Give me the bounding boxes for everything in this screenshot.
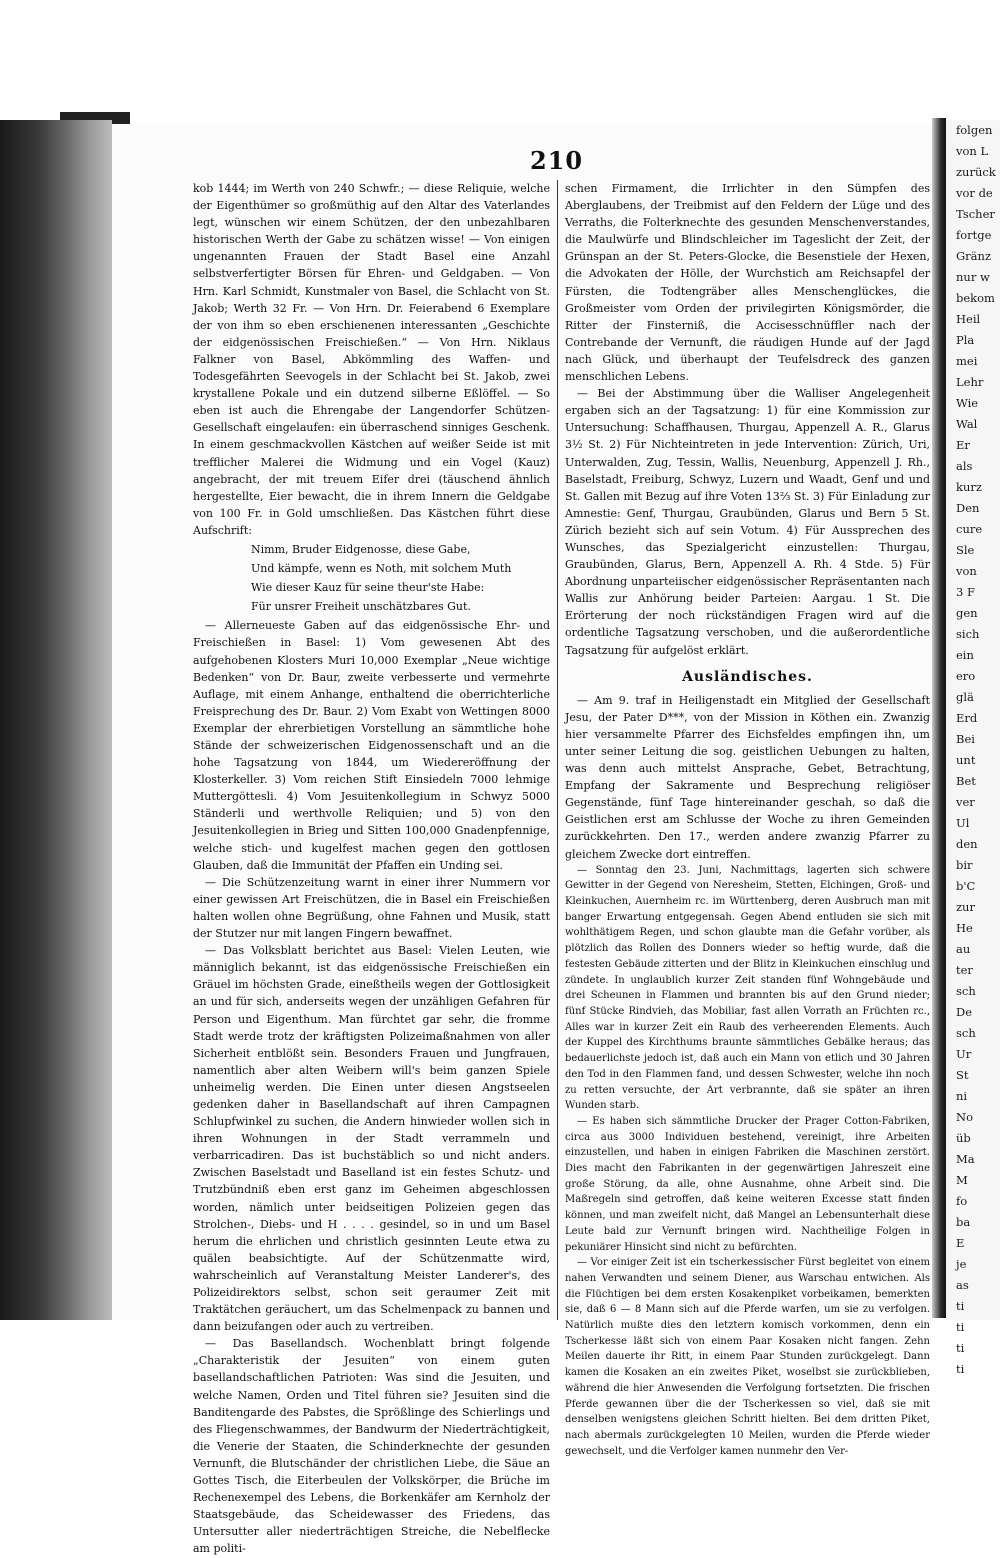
verse-line: Für unsrer Freiheit unschätzbares Gut. [251, 600, 471, 614]
page-number: 210 [530, 146, 584, 175]
next-page-line-fragment: ein [956, 648, 974, 662]
next-page-line-fragment: glä [956, 690, 974, 704]
next-page-line-fragment: Wal [956, 417, 978, 431]
next-page-line-fragment: bekom [956, 291, 995, 305]
right-column-articles [565, 180, 930, 659]
next-page-line-fragment: b'C [956, 879, 976, 893]
next-page-line-fragment: Den [956, 501, 980, 515]
article-paragraph: — Am 9. traf in Heiligenstadt ein Mitglied der Gesellschaft Jesu, der Pater D***, von der Mission in Köthen ein. Zwanzig hier versammelte Pfarrer des Eichsfeldes empfingen ihn, um unter seiner Leitung die sog. geistlichen Uebungen zu halten, was denn auch mittelst Ansprache, Gebet, Betrachtung, Empfang der Sakramente und Besprechung religiöser Gegenstände, fünf Tage hintereinander geschah, so daß die Geistlichen erst am Schlusse der Woche zu ihren Gemeinden zurückkehrten. Den 17., werden andere zwanzig Pfarrer zu gleichem Zwecke dort eintreffen. [565, 693, 930, 861]
next-page-line-fragment: Ur [956, 1047, 972, 1061]
verse-line: Und kämpfe, wenn es Noth, mit solchem Muth [251, 562, 512, 576]
next-page-line-fragment: Ma [956, 1152, 975, 1166]
next-page-line-fragment: zurück [956, 165, 996, 179]
next-page-line-fragment: Pla [956, 333, 975, 347]
next-page-line-fragment: kurz [956, 480, 982, 494]
next-page-line-fragment: Bet [956, 774, 976, 788]
next-page-line-fragment: E [956, 1236, 965, 1250]
next-page-line-fragment: als [956, 459, 973, 473]
next-page-line-fragment: Tscher [956, 207, 995, 221]
next-page-line-fragment: folgen [956, 123, 993, 137]
next-page-line-fragment: je [956, 1257, 967, 1271]
next-page-fragment [946, 120, 1000, 1376]
article-paragraph: schen Firmament, die Irrlichter in den Sümpfen des Aberglaubens, der Treibmist auf den Feldern der Lüge und des Verraths, die Folterknechte des gesunden Menschenverstandes, die Maulwürfe und Blindschleicher im Tageslicht der Zeit, der Grünspan an der St. Peters-Glocke, die Besenstiele der Hexen, die Advokaten der Hölle, der Wurchstich am Reichsapfel der Fürsten, die Todtengräber alles Menschenglückes, die Großmeister vom Orden der privilegirten Königsmörder, die Ritter der Finsterniß, die Accisesschnüffler nach der Contrebande der Vernunft, die räudigen Hunde auf der Jagd nach Glück, und überhaupt der Teufelsdreck des ganzen menschlichen Lebens. [565, 182, 930, 384]
next-page-line-fragment: Ul [956, 816, 970, 830]
small-print-paragraph: — Vor einiger Zeit ist ein tscherkessischer Fürst begleitet von einem nahen Verwandten und seinem Diener, aus Warschau entwichen. Als die Flüchtigen bei dem ersten Kosakenpiket vorbeikamen, bemerkten sie, daß 6 — 8 Mann sich auf die Pferde warfen, um sie zu verfolgen. Natürlich mußte dies den letztern komisch vorkommen, denn ein Tscherkesse läßt sich von einem Paar Kosaken nicht fangen. Zehn Meilen dauerte ihr Ritt, in einem Paar Stunden zurückgelegt. Dann kamen die Kosaken an ein zweites Piket, woselbst sie zurückblieben, während die hier Anwesenden die Verfolgung fortsetzten. Die frischen Pferde gewannen über die der Tscherkessen so viel, daß sie mit denselben wenigstens gleichen Schritt hielten. Bei dem dritten Piket, nach abermals zurückgelegten 10 Meilen, wurden die Pferde wieder gewechselt, und die Verfolger kamen nunmehr den Ver- [565, 1257, 930, 1457]
next-page-line-fragment: ba [956, 1215, 971, 1229]
next-page-line-fragment: as [956, 1278, 969, 1292]
next-page-text-fragments [946, 120, 1000, 1380]
next-page-line-fragment: gen [956, 606, 978, 620]
article-paragraph: — Die Schützenzeitung warnt in einer ihrer Nummern vor einer gewissen Art Freischützen, die in Basel ein Freischießen halten wollen ohne Begrüßung, ohne Fahnen und Musik, statt der Stutzer nur mit langen Fingern bewaffnet. [193, 875, 550, 941]
next-page-line-fragment: unt [956, 753, 976, 767]
article-paragraph: — Bei der Abstimmung über die Walliser Angelegenheit ergaben sich an der Tagsatzung: 1) für eine Kommission zur Untersuchung: Schaffhausen, Thurgau, Appenzell A. R., Glarus 3½ St. 2) Für Nichteintreten in jede Intervention: Zürich, Uri, Unterwalden, Zug, Tessin, Wallis, Neuenburg, Appenzell J. Rh., Baselstadt, Freiburg, Schwyz, Luzern und Waadt, Genf und und St. Gallen mit Bezug auf ihre Voten 13⅔ St. 3) Für Einladung zur Amnestie: Genf, Thurgau, Graubünden, Glarus und Bern 5 St. Zürich bezieht sich auf sein Votum. 4) Für Aussprechen des Wunsches, das Spezialgericht einzustellen: Thurgau, Graubünden, Glarus, Bern, Appenzell A. Rh. 4 Stde. 5) Für Abordnung unparteiischer eidgenössischer Repräsentanten nach Wallis zur Anhörung beider Parteien: Aargau. 1 St. Die Erörterung der noch rückständigen Fragen wird auf die ordentliche Tagsatzung verschoben, und die außerordentliche Tagsatzung für aufgelöst erklärt. [565, 387, 930, 657]
next-page-line-fragment: ni [956, 1089, 968, 1103]
verse-line: Nimm, Bruder Eidgenosse, diese Gabe, [251, 542, 471, 556]
next-page-line-fragment: ti [956, 1299, 965, 1313]
section-heading-auslaendisches: Ausländisches. [682, 668, 813, 685]
next-page-line-fragment: ver [956, 795, 975, 809]
left-column [193, 180, 550, 1558]
right-column-foreign-news [565, 692, 930, 863]
next-page-line-fragment: ti [956, 1362, 965, 1376]
article-paragraph: kob 1444; im Werth von 240 Schwfr.; — diese Reliquie, welche der Eigenthümer so großmüthig auf den Altar des Vaterlandes legt, wünschen wir einem Schützen, der den unbezahlbaren historischen Werth der Gabe zu schätzen wisse! — Von einigen ungenannten Frauen der Stadt Basel eine Anzahl selbstverfertigter Börsen für Ehren- und Geldgaben. — Von Hrn. Karl Schmidt, Kunstmaler von Basel, die Schlacht von St. Jakob; Werth 32 Fr. — Von Hrn. Dr. Feierabend 6 Exemplare der von ihm so eben erschienenen interessanten „Geschichte der eidgenössischen Freischießen.“ — Von Hrn. Niklaus Falkner von Basel, Abkömmling des Waffen- und Todesgefährten Seevogels in der Schlacht bei St. Jakob, zwei krystallene Pokale und ein dutzend silberne Eßlöffel. — So eben ist auch die Ehrengabe der Langendorfer Schützen-Gesellschaft eingelaufen: ein überraschend sinniges Geschenk. In einem geschmackvollen Kästchen auf weißer Seide ist mit trefflicher Malerei die Widmung und ein Vogel (Kauz) angebracht, der mit treuem Eifer drei (täuschend ähnlich hergestellte, Eier bewacht, die in ihrem Innern die Geldgabe von 100 Fr. in Gold umschließen. Das Kästchen führt diese Aufschrift: [193, 182, 550, 537]
next-page-line-fragment: Er [956, 438, 970, 452]
next-page-line-fragment: St [956, 1068, 969, 1082]
next-page-line-fragment: von [956, 564, 977, 578]
next-page-line-fragment: No [956, 1110, 973, 1124]
page-gutter-shadow [932, 118, 946, 1318]
next-page-line-fragment: bir [956, 858, 973, 872]
next-page-line-fragment: sich [956, 627, 980, 641]
next-page-line-fragment: ero [956, 669, 976, 683]
next-page-line-fragment: nur w [956, 270, 990, 284]
left-column-articles-part2 [193, 617, 550, 1557]
next-page-line-fragment: sch [956, 1026, 976, 1040]
article-paragraph: — Das Basellandsch. Wochenblatt bringt folgende „Charakteristik der Jesuiten“ von einem guten basellandschaftlichen Patrioten: Was sind die Jesuiten, und welche Namen, Orden und Titel führen sie? Jesuiten sind die Banditengarde des Pabstes, die Sprößlinge des Schierlings und des Fliegenschwammes, der Bandwurm der Niederträchtigkeit, die Venerie der Staaten, die Schinderknechte der gesunden Vernunft, die Blutschänder der christlichen Liebe, die Säue an Gottes Tisch, die Eiterbeulen der Volkskörper, die Brüche im Rechenexempel des Lebens, die Borkenkäfer am Kernholz der Staatsgebäude, das Scheidewasser des Friedens, das Untersutter aller niederträchtigen Streiche, die Nebelflecke am politi- [193, 1337, 550, 1556]
verse-line: Wie dieser Kauz für seine theur'ste Habe: [251, 581, 485, 595]
book-binding-shadow [0, 120, 112, 1320]
next-page-line-fragment: den [956, 837, 978, 851]
next-page-line-fragment: fo [956, 1194, 968, 1208]
next-page-line-fragment: ter [956, 963, 973, 977]
next-page-line-fragment: Bei [956, 732, 975, 746]
next-page-line-fragment: M [956, 1173, 968, 1187]
next-page-line-fragment: mei [956, 354, 978, 368]
next-page-line-fragment: zur [956, 900, 975, 914]
next-page-line-fragment: De [956, 1005, 973, 1019]
next-page-line-fragment: Lehr [956, 375, 984, 389]
article-paragraph: — Das Volksblatt berichtet aus Basel: Vielen Leuten, wie männiglich bekannt, ist das eidgenössische Freischießen ein Gräuel im höchsten Grade, eineßtheils wegen der Gottlosigkeit an und für sich, anderseits wegen der unzähligen Gefahren für Person und Eigenthum. Man fürchtet gar sehr, die fromme Stadt werde trotz der kräftigsten Polizeimaßnahmen von aller Sicherheit entblößt sein. Besonders Frauen und Jungfrauen, namentlich aber alten Weibern will's beim ganzen Spiele unheimelig werden. Die Einen unter diesen Angstseelen gedenken daher in Basellandschaft auf ihren Campagnen Schlupfwinkel zu suchen, die Andern hinwieder wollen sich in ihren Wohnungen in der Stadt verrammeln und verbarricadiren. Das ist buchstäblich so und nicht anders. Zwischen Baselstadt und Baselland ist ein festes Schutz- und Trutzbündniß eben erst ganz im Geheimen abgeschlossen worden, nämlich unter beidseitigen Polizeien gegen das Strolchen-, Diebs- und H . . . . gesindel, so in und um Basel herum die ehrlichen und christlich gesinnten Leute etwa zu quälen beabsichtigte. Auf der Schützenmatte wird, wahrscheinlich auf Veranstaltung Meister Landerer's, des Polizeidirektors selbst, schon seit geraumer Zeit mit Traktätchen geräuchert, um das Schelmenpack zu bannen und dann beizufangen oder auch zu vertreiben. [193, 944, 550, 1334]
next-page-line-fragment: Erd [956, 711, 978, 725]
next-page-line-fragment: Sle [956, 543, 975, 557]
verse-inscription [193, 541, 550, 615]
next-page-line-fragment: au [956, 942, 971, 956]
next-page-line-fragment: He [956, 921, 973, 935]
scan-background-top [0, 0, 1000, 120]
right-column [565, 180, 930, 1459]
next-page-line-fragment: Heil [956, 312, 981, 326]
small-print-paragraph: — Sonntag den 23. Juni, Nachmittags, lagerten sich schwere Gewitter in der Gegend von Neresheim, Stetten, Elchingen, Groß- und Kleinkuchen, Auernheim rc. im Württenberg, deren Ausbruch man mit banger Erwartung entgegensah. Gegen Abend entluden sie sich mit wohlthätigem Regen, und schon glaubte man die Gefahr vorüber, als plötzlich das Rollen des Donners wieder so heftig wurde, daß die festesten Gebäude zitterten und der Blitz in Kleinkuchen einschlug und zündete. In unglaublich kurzer Zeit standen fünf Wohngebäude und drei Scheunen in Flammen und brannten bis auf den Grund nieder; fünf Stücke Rindvieh, das Mobiliar, fast allen Vorrath an Früchten rc., Alles war in kurzer Zeit ein Raub des verheerenden Elements. Auch der Kuppel des Kirchthums braunte sämmtliches Gebälke heraus; das bedauerlichste jedoch ist, daß auch ein Mann von etlich und 30 Jahren den Tod in den Flammen fand, und dessen Schwester, welche ihn noch zu retten versuchte, der Art verbrannte, daß sie später an ihren Wunden starb. [565, 864, 930, 1112]
next-page-line-fragment: 3 F [956, 585, 975, 599]
next-page-line-fragment: ti [956, 1341, 965, 1355]
next-page-line-fragment: vor de [956, 186, 993, 200]
next-page-line-fragment: von L [956, 144, 989, 158]
right-column-small-print-news [565, 863, 930, 1460]
article-paragraph: — Allerneueste Gaben auf das eidgenössische Ehr- und Freischießen in Basel: 1) Vom gewesenen Abt des aufgehobenen Klosters Muri 10,000 Exemplar „Neue wichtige Bedenken“ von Dr. Baur, zweite verbesserte und vermehrte Auflage, mit einem Anhange, enthaltend die oberrichterliche Freisprechung des Dr. Baur. 2) Vom Exabt von Wettingen 8000 Exemplar der ehrerbietigen Vorstellung an sämmtliche hohe Stände der schweizerischen Eidgenossenschaft und an die hohe Tagsatzung von 1844, um Wiedereröffnung der Klosterkeller. 3) Vom reichen Stift Einsiedeln 7000 lehmige Muttergöttesli. 4) Vom Jesuitenkollegium in Schwyz 5000 Ständerli und werthvolle Reliquien; und 5) von den Jesuitenkollegien in Brieg und Sitten 100,000 Gnadenpfennige, welche stich- und kugelfest machen gegen den gottlosen Glauben, daß die Immunität der Pfaffen ein Unding sei. [193, 619, 550, 872]
left-column-articles-part1 [193, 180, 550, 539]
next-page-line-fragment: ti [956, 1320, 965, 1334]
small-print-paragraph: — Es haben sich sämmtliche Drucker der Prager Cotton-Fabriken, circa aus 3000 Individuen bestehend, vereinigt, ihre Arbeiten einzustellen, und haben in einigen Fabriken die Maschinen zerstört. Dies macht den Fabrikanten in der gegenwärtigen Jahreszeit eine große Störung, da alle, ohne Ausnahme, ohne Arbeit sind. Die Maßregeln sind getroffen, daß keine weiteren Excesse statt finden können, und man zweifelt nicht, daß Mangel an Lebensunterhalt diese Leute bald zur Vernunft bringen wird. Nachtheilige Folgen in pekuniärer Hinsicht sind nicht zu befürchten. [565, 1115, 930, 1253]
next-page-line-fragment: Wie [956, 396, 979, 410]
next-page-line-fragment: üb [956, 1131, 971, 1145]
column-divider [557, 180, 558, 1320]
next-page-line-fragment: cure [956, 522, 983, 536]
next-page-line-fragment: sch [956, 984, 976, 998]
next-page-line-fragment: Gränz [956, 249, 992, 263]
next-page-line-fragment: fortge [956, 228, 992, 242]
